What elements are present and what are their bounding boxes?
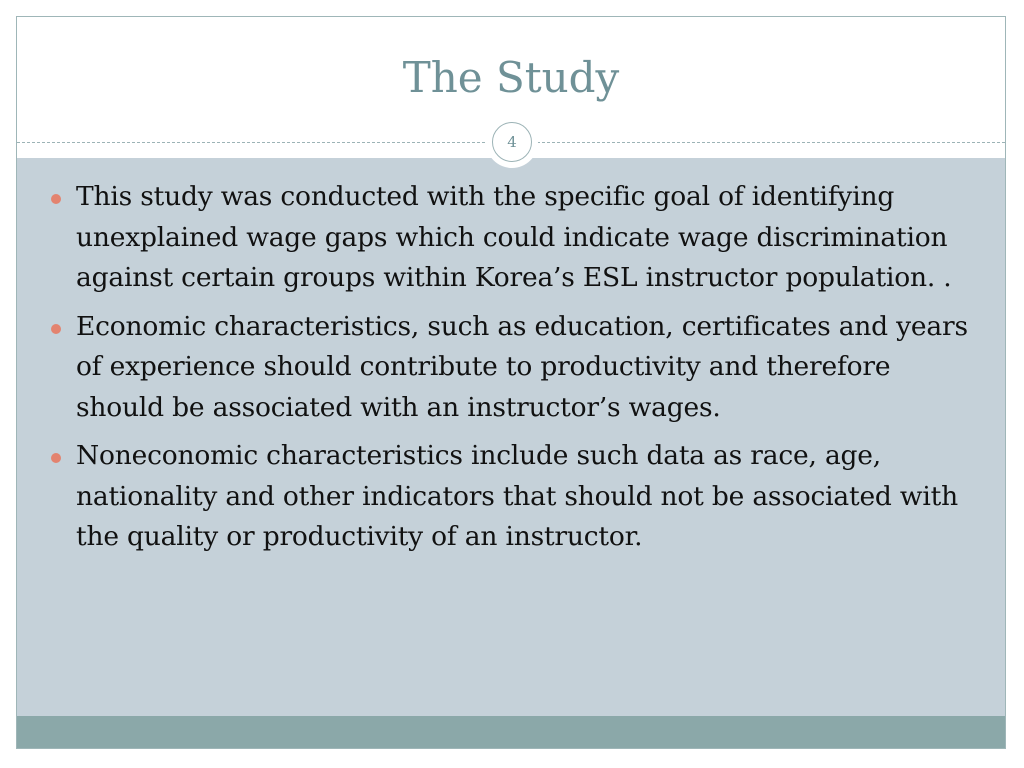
bullet-item	[47, 307, 982, 429]
bullet-item	[47, 177, 982, 299]
footer-bar	[17, 716, 1005, 749]
bullet-marker-icon	[51, 324, 61, 334]
bullet-marker-icon	[51, 453, 61, 463]
bullet-text: Economic characteristics, such as education, certificates and years of experience should contribute to productivity and therefore should be associated with an instructor’s wages.	[76, 310, 968, 423]
page-number: 4	[492, 122, 532, 162]
bullet-item	[47, 436, 982, 558]
slide	[16, 16, 1006, 749]
bullet-text: This study was conducted with the specific goal of identifying unexplained wage gaps which could indicate wage discrimination against certain groups within Korea’s ESL instructor population. .	[76, 181, 952, 293]
bullet-list	[47, 177, 982, 566]
bullet-text: Noneconomic characteristics include such data as race, age, nationality and other indicators that should not be associated with the quality or productivity of an instructor.	[76, 440, 958, 552]
page-number-badge	[486, 116, 538, 168]
slide-title: The Study	[402, 53, 620, 102]
bullet-marker-icon	[51, 194, 61, 204]
